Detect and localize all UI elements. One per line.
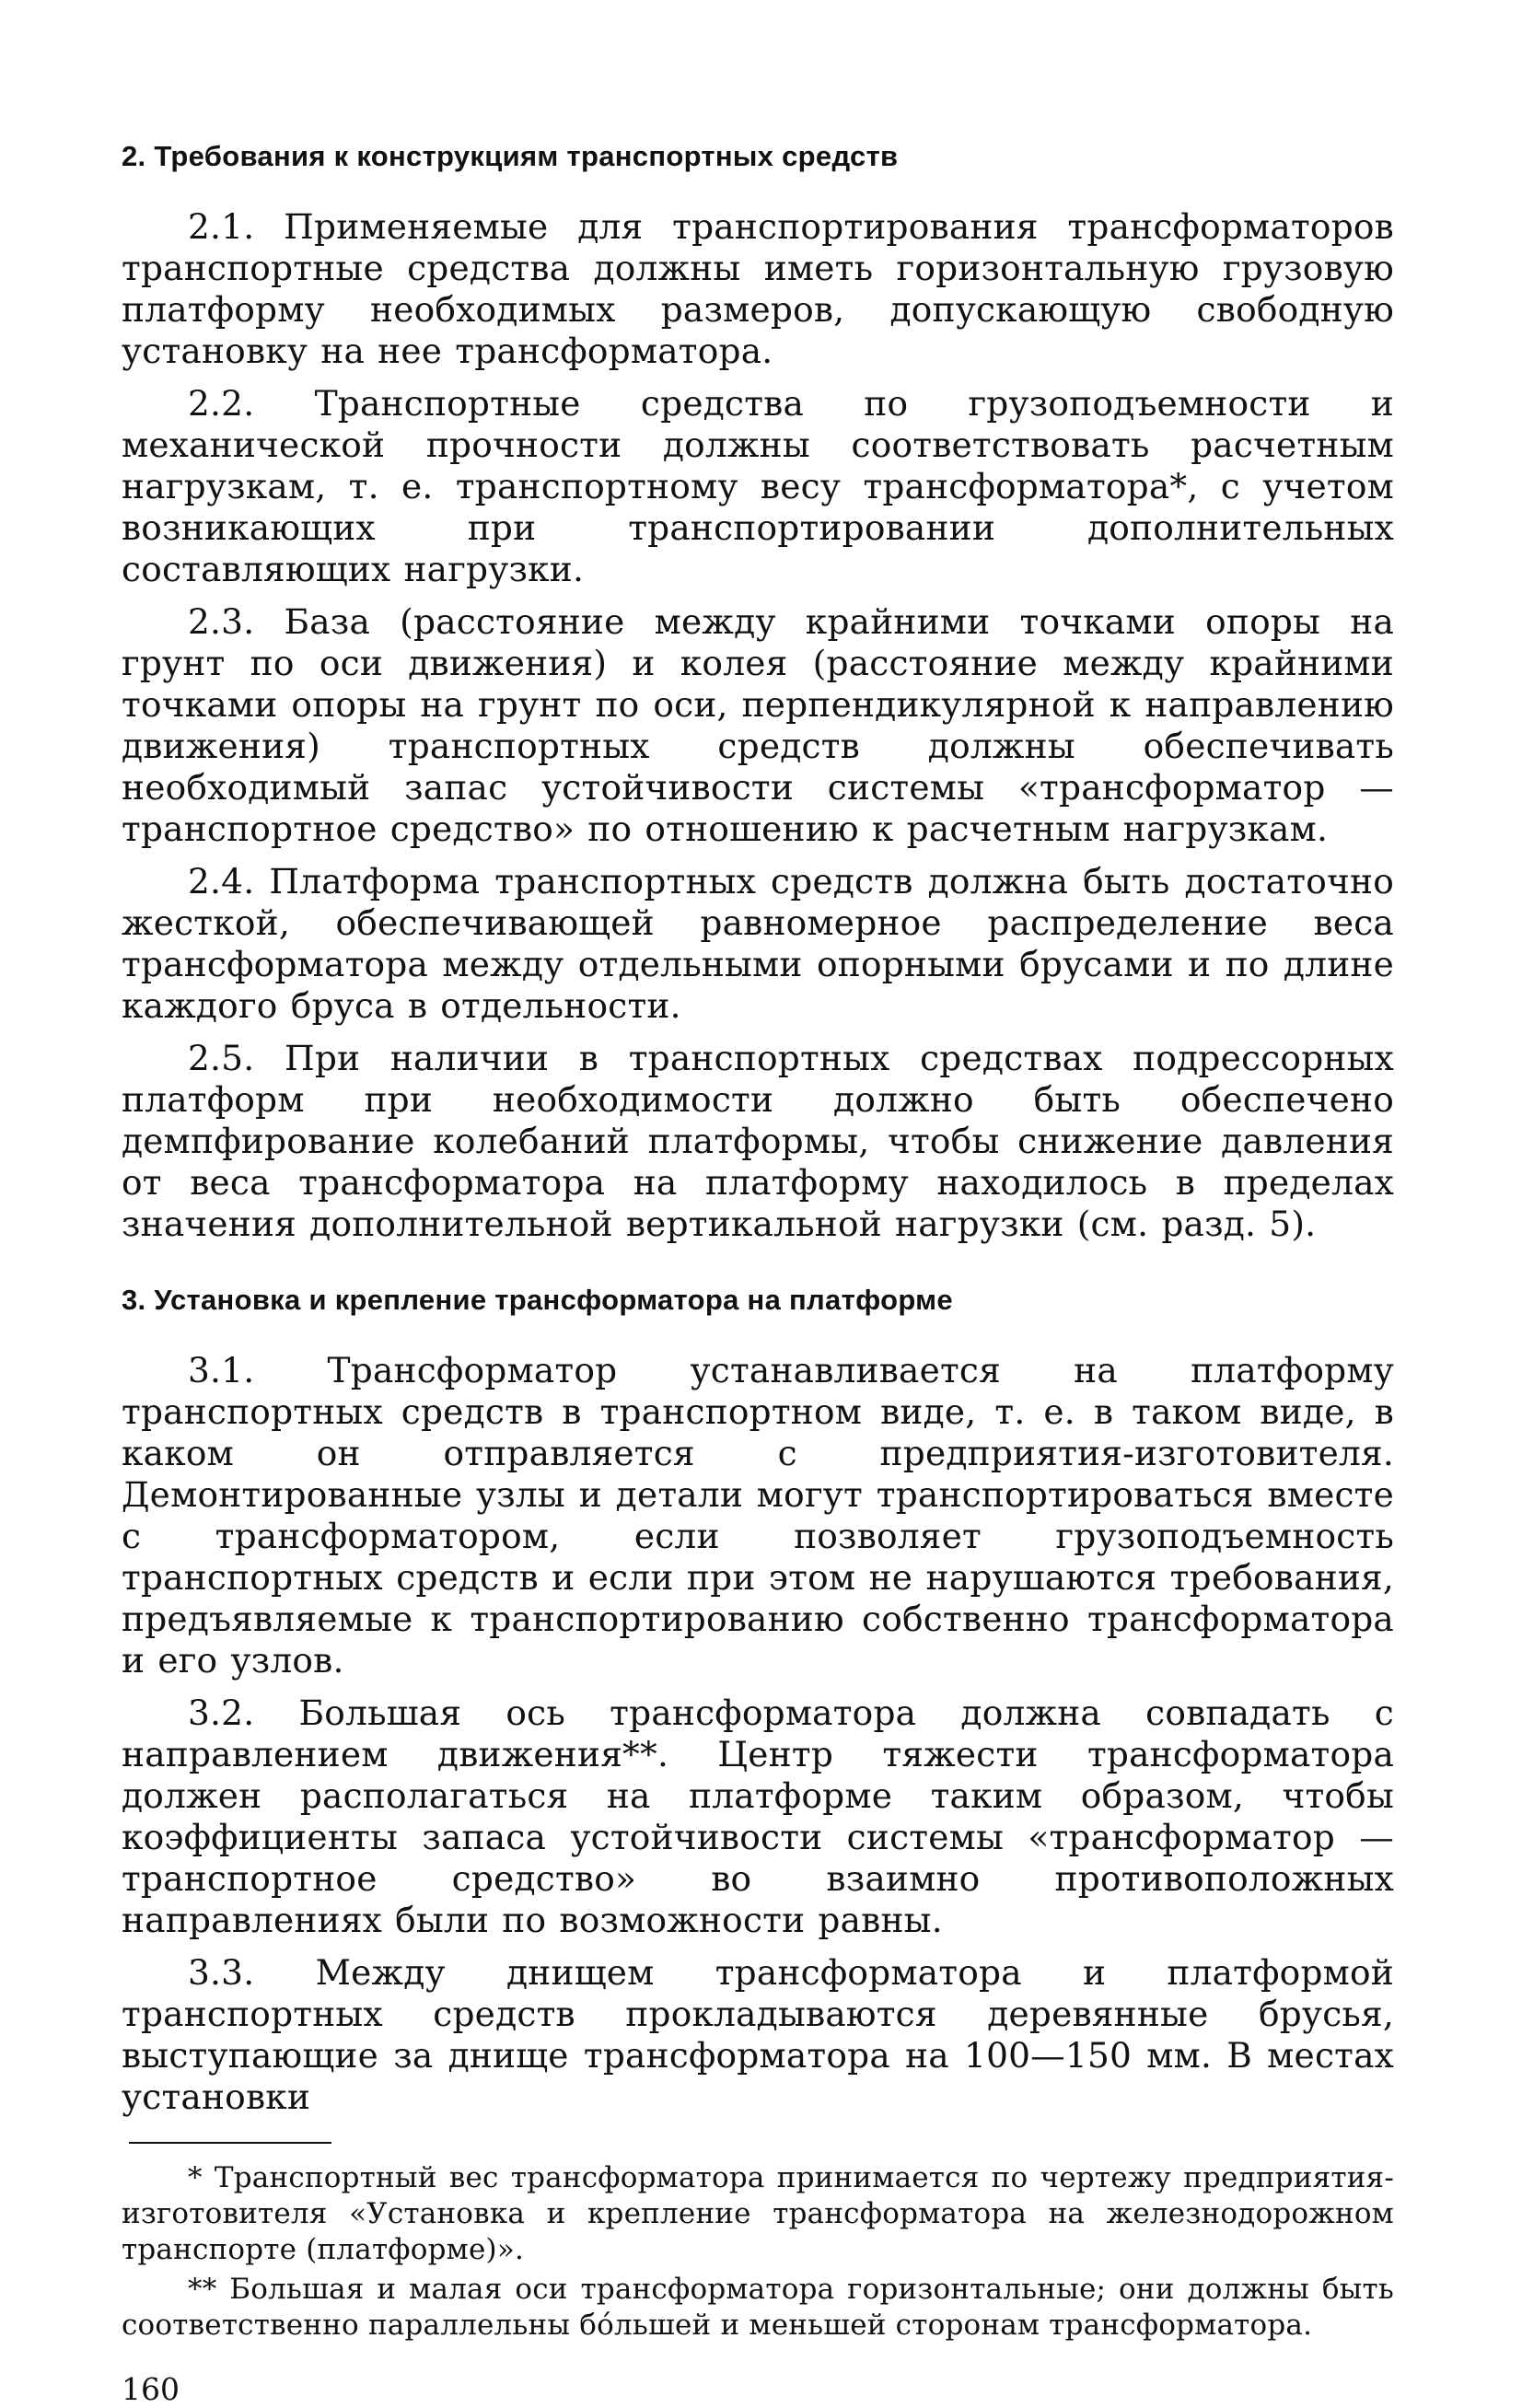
- footnote-1: * Транспортный вес трансформатора принимается по чертежу предприятия-изготовителя «Установка и крепление трансформатора на железнодорожном транспорте (платформе)».: [122, 2161, 1394, 2266]
- section-2-heading: 2. Требования к конструкциям транспортных средств: [122, 140, 899, 172]
- document-page: [122, 138, 1394, 2408]
- paragraph-3-2: 3.2. Большая ось трансформатора должна совпадать с направлением движения**. Центр тяжести трансформатора должен располагаться на платформе таким образом, чтобы коэффициенты запаса устойчивости системы «трансформатор — транспортное средство» во взаимно противоположных направлениях были по возможности равны.: [122, 1693, 1394, 1940]
- footnote-divider: [129, 2142, 331, 2144]
- page-number: 160: [122, 2371, 180, 2407]
- paragraph-2-2: 2.2. Транспортные средства по грузоподъемности и механической прочности должны соответствовать расчетным нагрузкам, т. е. транспортному весу трансформатора*, с учетом возникающих при транспортировании дополнительных составляющих нагрузки.: [122, 383, 1394, 589]
- footnote-2: ** Большая и малая оси трансформатора горизонтальные; они должны быть соответственно параллельны бóльшей и меньшей сторонам трансформатора.: [122, 2273, 1394, 2342]
- paragraph-2-3: 2.3. База (расстояние между крайними точками опоры на грунт по оси движения) и колея (расстояние между крайними точками опоры на грунт по оси, перпендикулярной к направлению движения) транспортных средств должны обеспечивать необходимый запас устойчивости системы «трансформатор — транспортное средство» по отношению к расчетным нагрузкам.: [122, 601, 1394, 849]
- section-3-heading: 3. Установка и крепление трансформатора на платформе: [122, 1284, 953, 1316]
- paragraph-2-4: 2.4. Платформа транспортных средств должна быть достаточно жесткой, обеспечивающей равномерное распределение веса трансформатора между отдельными опорными брусами и по длине каждого бруса в отдельности.: [122, 861, 1394, 1026]
- paragraph-2-5: 2.5. При наличии в транспортных средствах подрессорных платформ при необходимости должно быть обеспечено демпфирование колебаний платформы, чтобы снижение давления от веса трансформатора на платформу находилось в пределах значения дополнительной вертикальной нагрузки (см. разд. 5).: [122, 1038, 1394, 1244]
- paragraph-3-3: 3.3. Между днищем трансформатора и платформой транспортных средств прокладываются деревянные брусья, выступающие за днище трансформатора на 100—150 мм. В местах установки: [122, 1952, 1394, 2117]
- paragraph-2-1: 2.1. Применяемые для транспортирования трансформаторов транспортные средства должны иметь горизонтальную грузовую платформу необходимых размеров, допускающую свободную установку на нее трансформатора.: [122, 206, 1394, 371]
- paragraph-3-1: 3.1. Трансформатор устанавливается на платформу транспортных средств в транспортном виде, т. е. в таком виде, в каком он отправляется с предприятия-изготовителя. Демонтированные узлы и детали могут транспортироваться вместе с трансформатором, если позволяет грузоподъемность транспортных средств и если при этом не нарушаются требования, предъявляемые к транспортированию собственно трансформатора и его узлов.: [122, 1350, 1394, 1681]
